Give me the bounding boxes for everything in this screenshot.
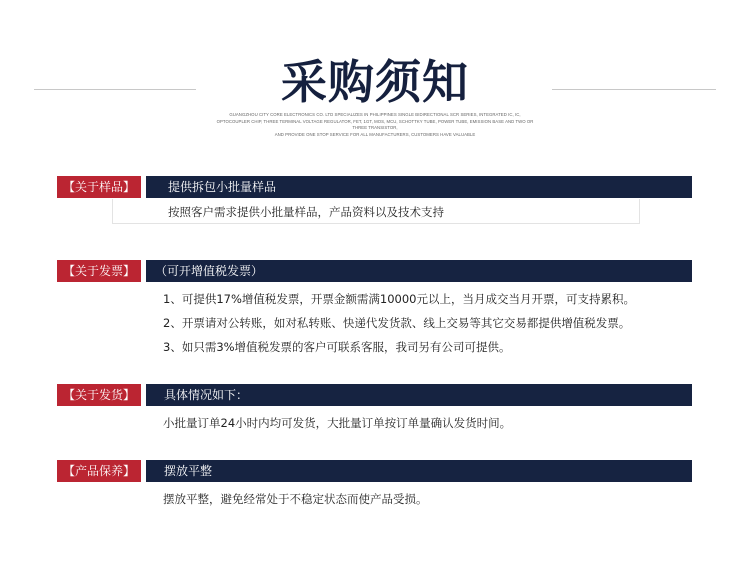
- invoice-line-1: 1、可提供17%增值税发票，开票金额需满10000元以上，当月成交当月开票，可支持累积。: [163, 292, 635, 306]
- section-maintenance-bar: [57, 460, 692, 482]
- section-samples-heading: 提供拆包小批量样品: [168, 180, 277, 194]
- section-shipping-heading: 具体情况如下：: [164, 388, 249, 402]
- tag-separator: [141, 176, 146, 198]
- section-maintenance-heading: 摆放平整: [164, 464, 213, 478]
- section-invoice-bar: [57, 260, 692, 282]
- section-shipping-tag: 【关于发货】: [57, 384, 141, 406]
- shipping-line-1: 小批量订单24小时内均可发货，大批量订单按订单量确认发货时间。: [163, 416, 512, 430]
- page-title: 采购须知: [281, 55, 469, 109]
- samples-line-1: 按照客户需求提供小批量样品，产品资料以及技术支持: [168, 205, 444, 219]
- section-samples-tag: 【关于样品】: [57, 176, 141, 198]
- subtitle-line: AND PROVIDE ONE STOP SERVICE FOR ALL MANUFACTURERS, CUSTOMERS HAVE VALUABLE: [274, 131, 476, 137]
- section-maintenance-tag: 【产品保养】: [57, 460, 141, 482]
- maintenance-line-1: 摆放平整，避免经常处于不稳定状态而使产品受损。: [163, 492, 428, 506]
- section-samples-bar: [57, 176, 692, 198]
- header-subtitle: [210, 112, 540, 138]
- invoice-line-3: 3、如只需3%增值税发票的客户可联系客服，我司另有公司可提供。: [163, 340, 511, 354]
- subtitle-line: OPTOCOUPLER CHIP, THREE TERMINAL VOLTAGE REGULATOR, FET, 1GT, MOS, MCU, SCHOTTKY TUBE, POWER TUBE, EMISSION BASE AND TWO OR THREE TRANSISTOR,: [216, 118, 534, 131]
- section-invoice-tag: 【关于发票】: [57, 260, 141, 282]
- invoice-line-2: 2、开票请对公转账，如对私转账、快递代发货款、线上交易等其它交易都提供增值税发票。: [163, 316, 631, 330]
- section-invoice-heading: （可开增值税发票）: [155, 264, 264, 278]
- subtitle-line: GUANGZHOU CITY CORE ELECTRONICS CO. LTD SPECIALIZES IN PHILIPPINES SINGLE BIDIRECTIONAL SCR SERIES, INTEGRATED IC, IC,: [229, 112, 521, 117]
- tag-separator: [141, 260, 146, 282]
- section-shipping-bar: [57, 384, 692, 406]
- tag-separator: [141, 460, 146, 482]
- tag-separator: [141, 384, 146, 406]
